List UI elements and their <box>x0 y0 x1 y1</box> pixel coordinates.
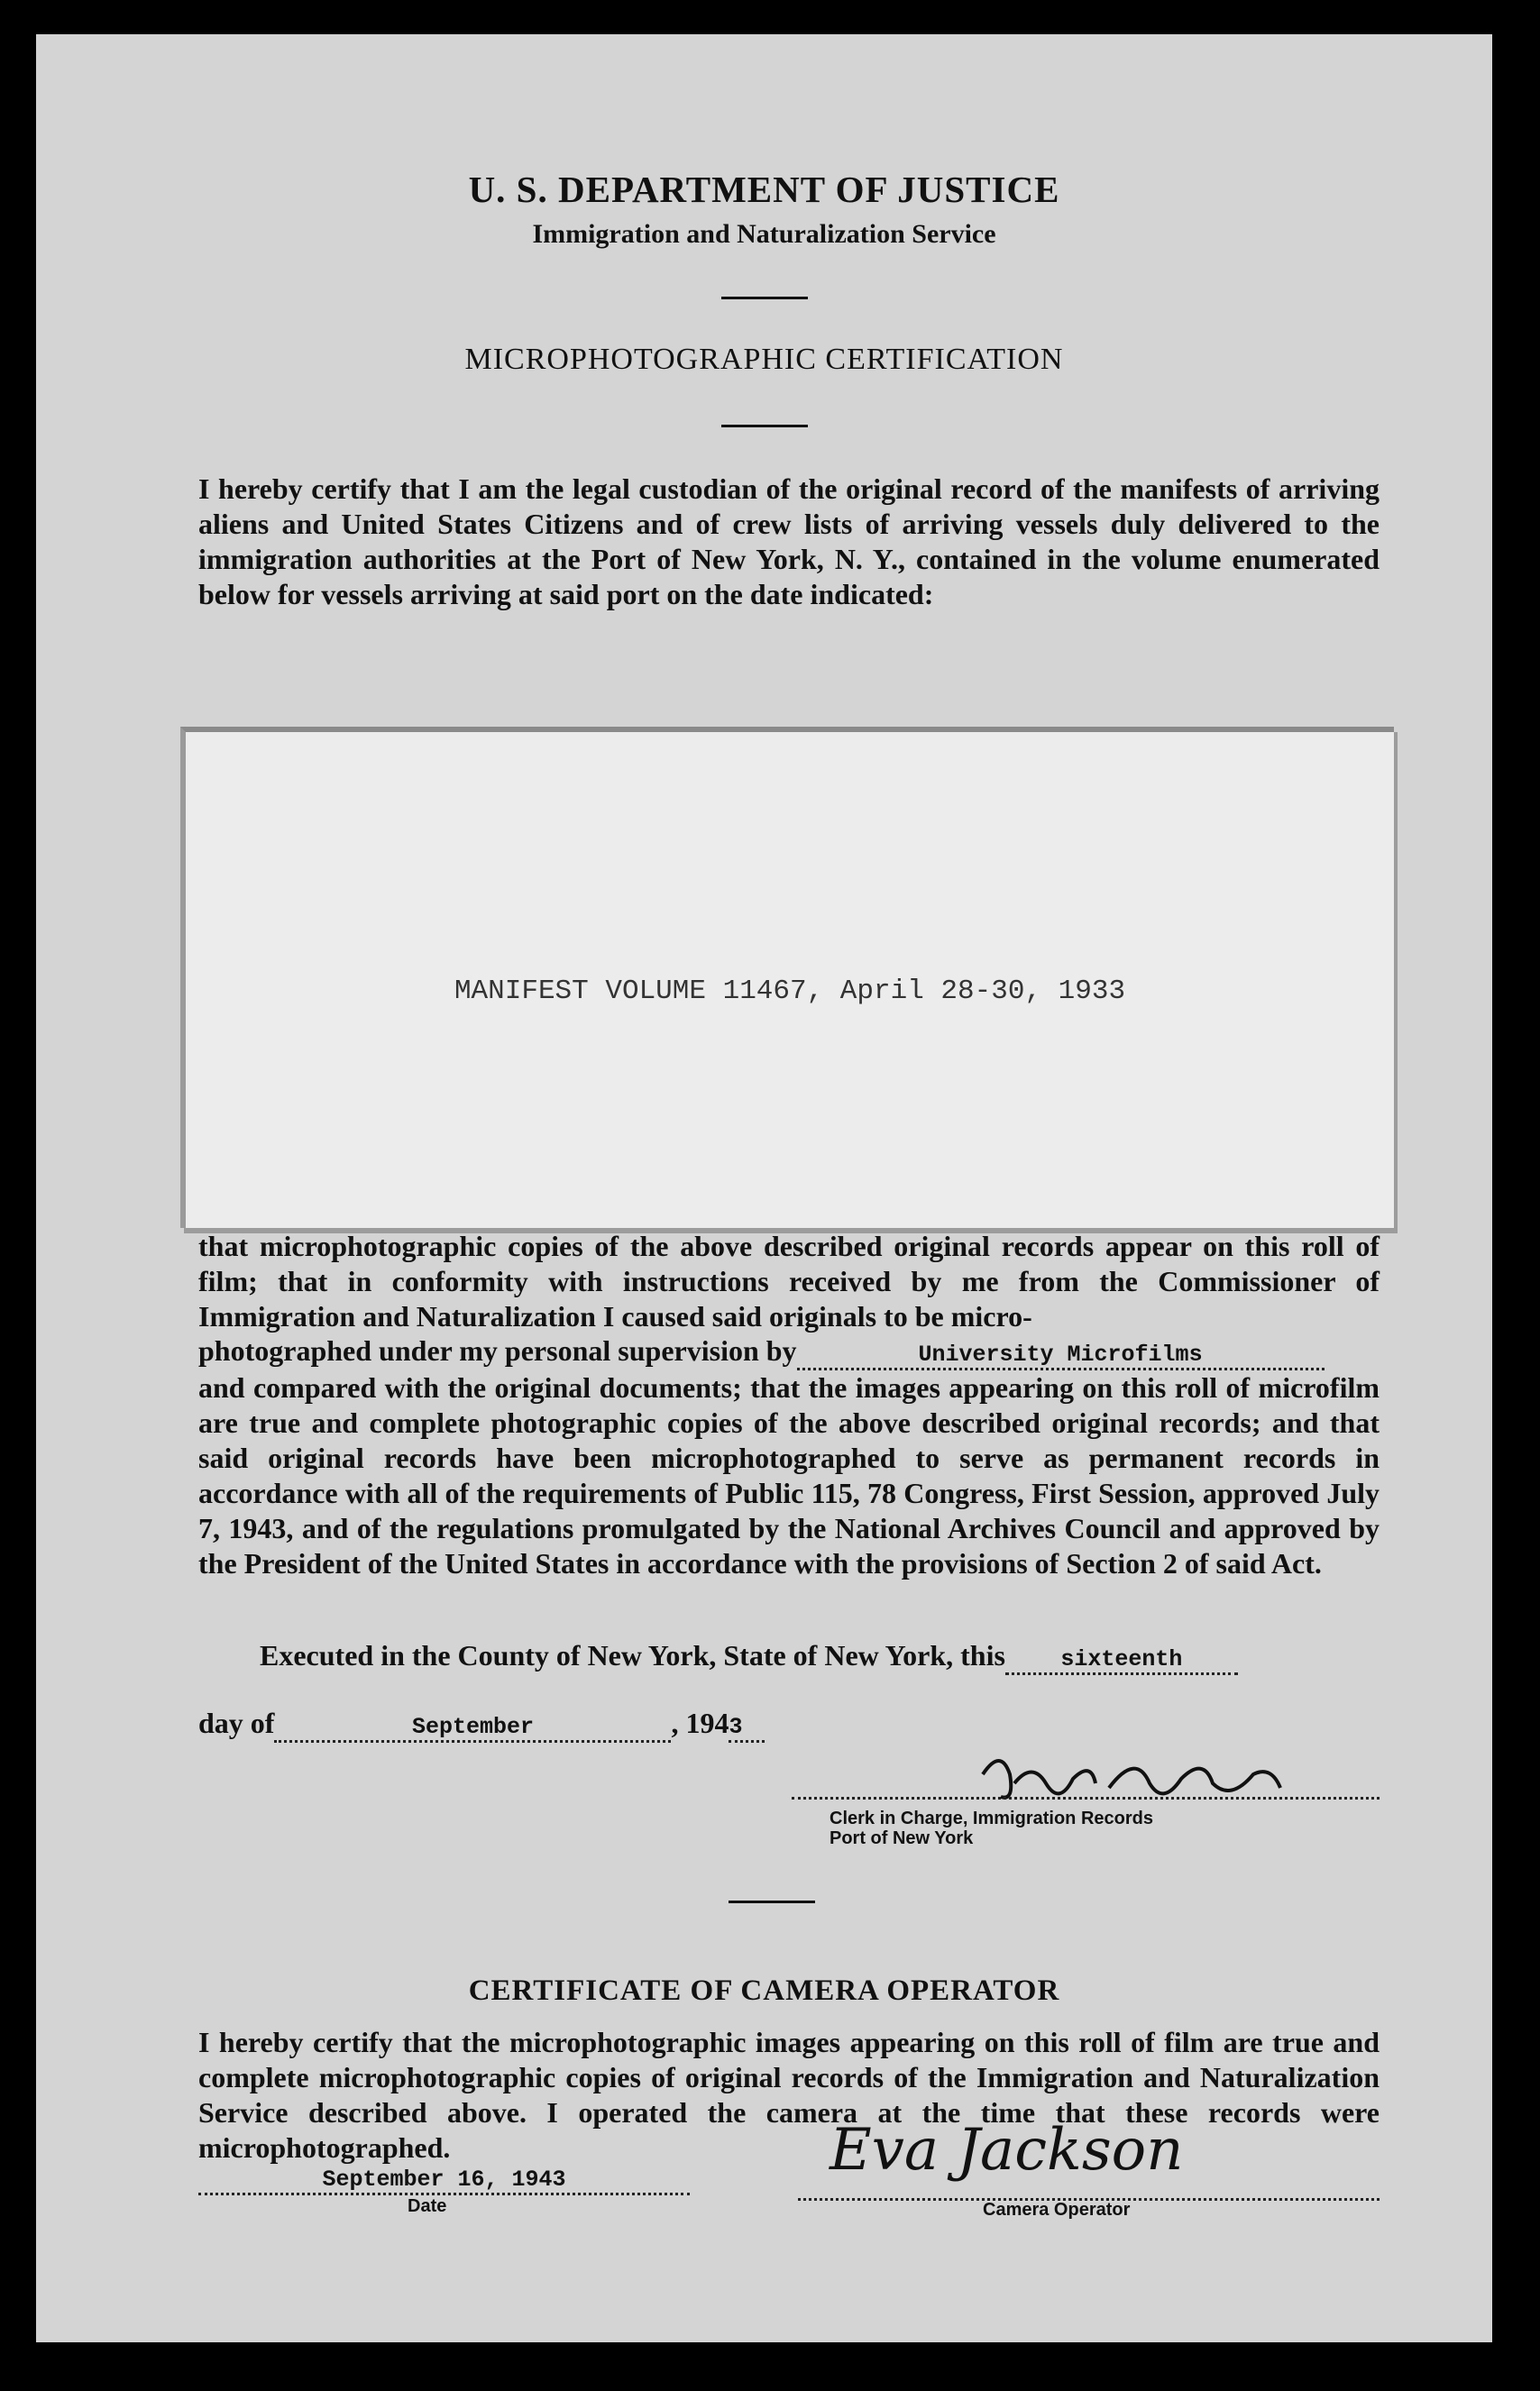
executed-prefix: Executed in the County of New York, State of New York, this <box>260 1639 1005 1672</box>
camera-date-field <box>198 2159 690 2195</box>
day-value: sixteenth <box>1060 1646 1183 1672</box>
month-value: September <box>411 1714 534 1740</box>
department-heading: U. S. DEPARTMENT OF JUSTICE <box>468 169 1060 210</box>
day-field <box>1005 1639 1238 1675</box>
camera-certificate-title: CERTIFICATE OF CAMERA OPERATOR <box>468 1974 1060 2007</box>
certification-title: MICROPHOTOGRAPHIC CERTIFICATION <box>464 343 1064 376</box>
clerk-signature-line <box>792 1797 1380 1800</box>
camera-date-label: Date <box>408 2196 447 2216</box>
camera-paragraph: I hereby certify that the microphotographic images appearing on this roll of film are true and complete microphotographic copies of original records of the Immigration and Naturalization Service described above. I operated the camera at the time that these records were microphotographed. <box>198 2026 1380 2164</box>
intro-paragraph: I hereby certify that I am the legal custodian of the original record of the manifests of arriving aliens and United States Citizens and of crew lists of arriving vessels duly delivered to the immigration authorities at the Port of New York, N. Y., contained in the volume enumerated below for vessels arriving at said port on the date indicated: <box>198 472 1380 610</box>
month-field <box>274 1707 671 1743</box>
camera-operator-label: Camera Operator <box>983 2200 1131 2220</box>
service-subheading: Immigration and Naturalization Service <box>532 219 996 249</box>
camera-date-line <box>198 2159 694 2195</box>
day-of-label: day of <box>198 1707 275 1739</box>
body-paragraph-1: that microphotographic copies of the above described original records appear on this roll of film; that in conformity with instructions received by me from the Commissioner of Immigration and Naturalization I caused said originals to be micro- <box>198 1230 1380 1333</box>
year-prefix: , 194 <box>671 1707 729 1739</box>
clerk-location: Port of New York <box>830 1828 974 1848</box>
clerk-signature <box>929 1738 1361 1819</box>
photographer-value: University Microfilms <box>918 1342 1203 1368</box>
divider <box>721 425 808 427</box>
manifest-volume-text: MANIFEST VOLUME 11467, April 28-30, 1933 <box>454 976 1126 1007</box>
divider <box>729 1901 815 1903</box>
year-field <box>729 1707 765 1743</box>
executed-line <box>260 1639 1380 1675</box>
divider <box>721 297 808 299</box>
photographer-field <box>797 1334 1325 1370</box>
date-line <box>198 1707 1380 1743</box>
body-paragraph-2: and compared with the original documents; that the images appearing on this roll of microfilm are true and complete photographic copies of the above described original records; and that said original records have been microphotographed to serve as permanent records in accordance with all of the requirements of Public 115, 78 Congress, First Session, approved July 7, 1943, and of the regulations promulgated by the National Archives Council and approved by the President of the United States in accordance with the provisions of Section 2 of said Act. <box>198 1371 1380 1580</box>
manifest-slip <box>180 727 1394 1228</box>
camera-date-value: September 16, 1943 <box>322 2167 566 2193</box>
supervision-line <box>198 1334 1380 1370</box>
supervision-prefix: photographed under my personal supervision by <box>198 1334 797 1367</box>
year-value: 3 <box>729 1714 743 1740</box>
operator-signature: Eva Jackson <box>830 2117 1184 2184</box>
clerk-title: Clerk in Charge, Immigration Records <box>830 1809 1153 1828</box>
certificate-sheet <box>36 34 1492 2342</box>
